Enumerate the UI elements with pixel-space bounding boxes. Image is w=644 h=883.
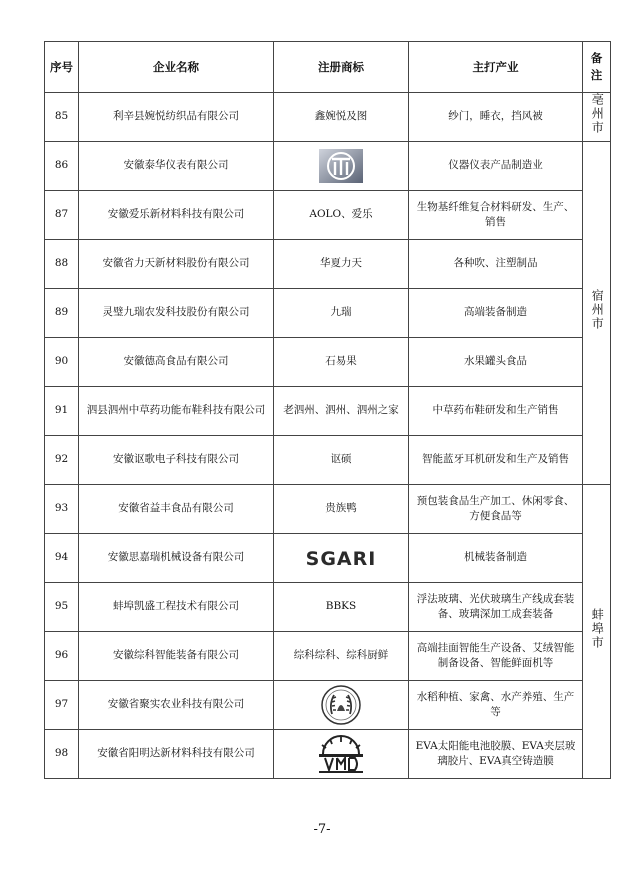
header-company-name: 企业名称 [79, 42, 274, 93]
row-no: 91 [45, 387, 79, 436]
industry: 水果罐头食品 [409, 338, 583, 387]
header-no: 序号 [45, 42, 79, 93]
row-no: 94 [45, 534, 79, 583]
row-no: 89 [45, 289, 79, 338]
trademark: 老泗州、泗州、泗州之家 [274, 387, 409, 436]
svg-text:SGARI: SGARI [305, 548, 377, 570]
row-no: 85 [45, 93, 79, 142]
table-row [45, 436, 611, 485]
company-name: 安徽综科智能装备有限公司 [79, 632, 274, 681]
table-row [45, 485, 611, 534]
trademark: 综科综科、综科厨鲜 [274, 632, 409, 681]
company-name: 灵璧九瑞农发科技股份有限公司 [79, 289, 274, 338]
industry: 仪器仪表产品制造业 [409, 142, 583, 191]
row-no: 87 [45, 191, 79, 240]
table-row [45, 387, 611, 436]
row-no: 92 [45, 436, 79, 485]
company-name: 安徽省力天新材料股份有限公司 [79, 240, 274, 289]
trademark: AOLO、爱乐 [274, 191, 409, 240]
remark-city-bozhou: 亳州市 [583, 93, 611, 142]
row-no: 95 [45, 583, 79, 632]
table-row [45, 240, 611, 289]
row-no: 98 [45, 730, 79, 779]
row-no: 97 [45, 681, 79, 730]
industry: 水稻种植、家禽、水产养殖、生产等 [409, 681, 583, 730]
row-no: 86 [45, 142, 79, 191]
company-name: 安徽省益丰食品有限公司 [79, 485, 274, 534]
table-row [45, 93, 611, 142]
company-name: 利辛县婉悦纺织品有限公司 [79, 93, 274, 142]
row-no: 88 [45, 240, 79, 289]
industry: 各种吹、注塑制品 [409, 240, 583, 289]
rice-wreath-circle-logo-icon [320, 684, 362, 726]
industry: 生物基纤维复合材料研发、生产、销售 [409, 191, 583, 240]
table-row [45, 681, 611, 730]
company-name: 安徽省阳明达新材料科技有限公司 [79, 730, 274, 779]
trademark: 石易果 [274, 338, 409, 387]
industry: EVA太阳能电池胶膜、EVA夹层玻璃胶片、EVA真空铸造膜 [409, 730, 583, 779]
trademark [274, 534, 409, 583]
trademark: 讴硕 [274, 436, 409, 485]
trademark: BBKS [274, 583, 409, 632]
header-industry: 主打产业 [409, 42, 583, 93]
header-row [45, 42, 611, 93]
trademark [274, 142, 409, 191]
trademark: 华夏力天 [274, 240, 409, 289]
company-name: 安徽思嘉瑞机械设备有限公司 [79, 534, 274, 583]
company-name: 安徽爱乐新材料科技有限公司 [79, 191, 274, 240]
trademark: 贵族鸭 [274, 485, 409, 534]
company-name: 安徽德高食品有限公司 [79, 338, 274, 387]
row-no: 93 [45, 485, 79, 534]
company-name: 安徽省聚实农业科技有限公司 [79, 681, 274, 730]
table-row [45, 534, 611, 583]
table-row [45, 289, 611, 338]
page-number: -7- [313, 822, 331, 837]
industry: 纱门，睡衣，挡风被 [409, 93, 583, 142]
remark-city-suzhou: 宿州市 [583, 142, 611, 485]
industry: 中草药布鞋研发和生产销售 [409, 387, 583, 436]
table-row [45, 142, 611, 191]
industry: 浮法玻璃、光伏玻璃生产线成套装备、玻璃深加工成套装备 [409, 583, 583, 632]
industry: 高端装备制造 [409, 289, 583, 338]
header-remarks: 备注 [583, 42, 611, 93]
trademark: 九瑞 [274, 289, 409, 338]
table-row [45, 730, 611, 779]
table-row [45, 191, 611, 240]
table-row [45, 338, 611, 387]
remark-city-bengbu: 蚌埠市 [583, 485, 611, 779]
company-name: 安徽讴歌电子科技有限公司 [79, 436, 274, 485]
trademark: 鑫婉悦及图 [274, 93, 409, 142]
industry: 预包装食品生产加工、休闲零食、方便食品等 [409, 485, 583, 534]
company-name: 泗县泗州中草药功能布鞋科技有限公司 [79, 387, 274, 436]
company-name: 安徽泰华仪表有限公司 [79, 142, 274, 191]
table-row [45, 632, 611, 681]
header-trademark: 注册商标 [274, 42, 409, 93]
enterprise-table [44, 41, 611, 779]
industry: 机械装备制造 [409, 534, 583, 583]
table-row [45, 583, 611, 632]
industry: 智能蓝牙耳机研发和生产及销售 [409, 436, 583, 485]
trademark [274, 730, 409, 779]
trademark [274, 681, 409, 730]
industry: 高端挂面智能生产设备、艾绒智能制备设备、智能鲜面机等 [409, 632, 583, 681]
sgari-wordmark-logo-icon [293, 546, 389, 570]
row-no: 90 [45, 338, 79, 387]
company-name: 蚌埠凯盛工程技术有限公司 [79, 583, 274, 632]
row-no: 96 [45, 632, 79, 681]
sunrise-ymd-logo-icon [313, 734, 369, 774]
th-square-logo-icon [317, 148, 365, 184]
